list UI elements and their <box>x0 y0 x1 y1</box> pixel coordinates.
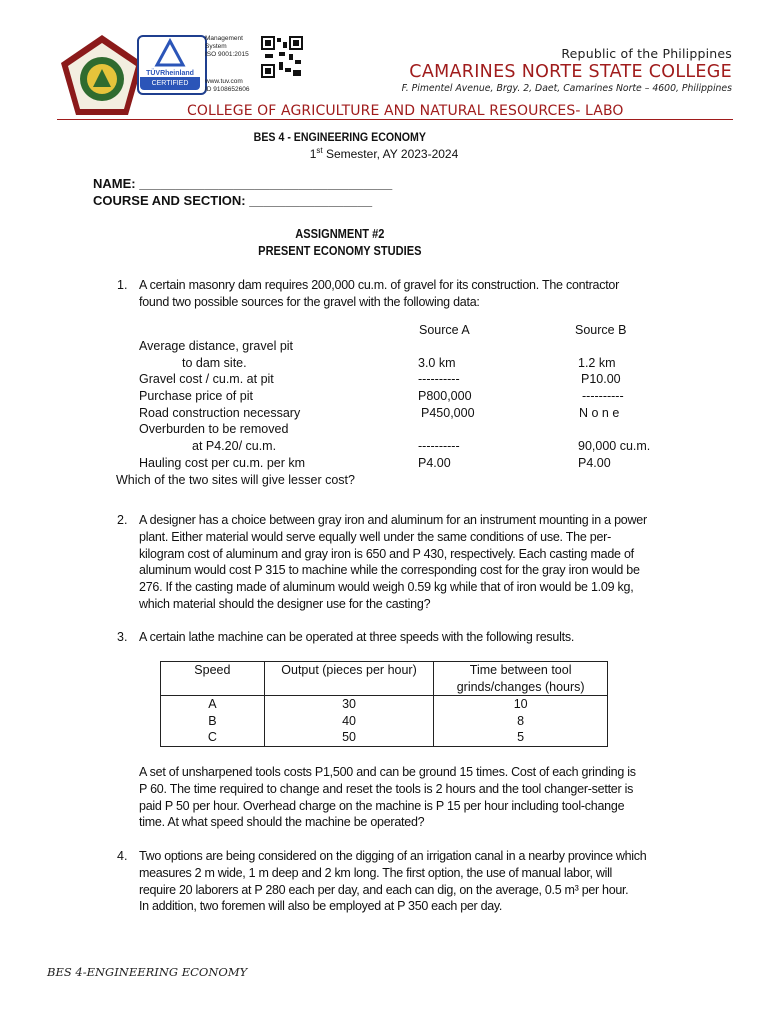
q1-row-b: 90,000 cu.m. <box>578 439 651 453</box>
table-header-time-line: Time between tool <box>469 663 572 677</box>
cert-line: ISO 9001:2015 <box>205 51 249 58</box>
course-title: BES 4 - ENGINEERING ECONOMY <box>253 130 426 144</box>
q1-row-label: to dam site. <box>182 356 247 370</box>
q2-line: 276. If the casting made of aluminum would weigh 0.59 kg while that of iron would be 1.09 kg, <box>139 580 634 595</box>
cert-text <box>205 35 249 94</box>
q1-question: Which of the two sites will give lesser cost? <box>116 473 355 487</box>
cert-brand: TÜVRheinland <box>146 70 194 77</box>
cert-url: www.tuv.com <box>205 78 243 85</box>
q4-number: 4. <box>117 849 128 863</box>
q4-line: Two options are being considered on the digging of an irrigation canal in a nearby province which <box>139 849 647 863</box>
republic-line: Republic of the Philippines <box>561 46 732 61</box>
q2-body <box>139 512 675 613</box>
q2-line: which material should the designer use for the casting? <box>139 596 431 611</box>
q2-line: A designer has a choice between gray iron and aluminum for an instrument mounting in a power <box>139 513 647 527</box>
page-footer: BES 4-ENGINEERING ECONOMY <box>47 965 248 979</box>
qr-code <box>261 36 303 78</box>
q1-row-b: N o n e <box>579 406 620 420</box>
cell-output: 40 <box>264 713 434 730</box>
table-header-output: Output (pieces per hour) <box>264 662 434 696</box>
semester-line <box>0 143 768 163</box>
course-section-field: COURSE AND SECTION: _________________ <box>93 193 373 208</box>
cert-id: ID 9108652606 <box>205 86 250 93</box>
table-header-time <box>434 662 608 696</box>
q4-line: require 20 laborers at P 280 each per day, and each can dig, on the average, 0.5 m³ per hour. <box>139 882 629 897</box>
q4-line: In addition, two foremen will also be employed at P 350 each per day. <box>139 899 503 914</box>
semester-ordinal: st <box>316 146 323 155</box>
q4-body <box>139 848 675 915</box>
table-header-row <box>161 662 608 696</box>
cell-time: 5 <box>434 729 608 746</box>
q1-row-label: Overburden to be removed <box>139 422 289 436</box>
assignment-title: PRESENT ECONOMY STUDIES <box>258 244 422 258</box>
cell-output: 30 <box>264 696 434 713</box>
cell-time: 10 <box>434 696 608 713</box>
q1-row-b: ---------- <box>582 389 624 403</box>
q3-line: paid P 50 per hour. Overhead charge on the machine is P 15 per hour including tool-change <box>139 798 625 813</box>
q3-intro: A certain lathe machine can be operated at three speeds with the following results. <box>139 630 575 644</box>
q1-row-label: Gravel cost / cu.m. at pit <box>139 372 274 386</box>
name-field: NAME: ___________________________________ <box>93 176 393 191</box>
q1-row-label: Hauling cost per cu.m. per km <box>139 456 306 470</box>
college-address: F. Pimentel Avenue, Brgy. 2, Daet, Camarines Norte – 4600, Philippines <box>401 83 732 94</box>
q1-row-a: ---------- <box>418 439 460 453</box>
q1-number: 1. <box>117 278 128 292</box>
tuv-triangle-icon <box>139 37 201 77</box>
q3-line: P 60. The time required to change and reset the tools is 2 hours and the tool changer-setter is <box>139 781 634 796</box>
cert-line: Management <box>205 35 243 42</box>
q1-row-b: P4.00 <box>578 456 611 470</box>
q3-number: 3. <box>117 630 128 644</box>
q1-row-label: Purchase price of pit <box>139 389 253 403</box>
table-header-time-line: grinds/changes (hours) <box>456 679 585 694</box>
table-header-speed: Speed <box>161 662 265 696</box>
cell-speed: C <box>161 729 265 746</box>
table-row <box>161 729 608 746</box>
q3-line: A set of unsharpened tools costs P1,500 and can be ground 15 times. Cost of each grinding is <box>139 765 636 779</box>
college-name: CAMARINES NORTE STATE COLLEGE <box>409 62 732 82</box>
lathe-speed-table <box>160 661 608 747</box>
q1-text-line: A certain masonry dam requires 200,000 cu.m. of gravel for its construction. The contractor <box>139 278 620 292</box>
q2-number: 2. <box>117 513 128 527</box>
header-divider <box>57 119 733 120</box>
cert-line: System <box>205 43 227 50</box>
q1-row-label: Average distance, gravel pit <box>139 339 294 353</box>
q3-body <box>139 764 675 831</box>
q1-row-a: 3.0 km <box>418 356 456 370</box>
semester-rest: Semester, AY 2023-2024 <box>322 147 459 161</box>
q1-row-a: P800,000 <box>418 389 472 403</box>
cell-speed: B <box>161 713 265 730</box>
cell-output: 50 <box>264 729 434 746</box>
q3-line: time. At what speed should the machine be operated? <box>139 815 425 830</box>
q1-row-b: 1.2 km <box>578 356 616 370</box>
q1-row-label: at P4.20/ cu.m. <box>192 439 277 453</box>
q1-row-a: P4.00 <box>418 456 451 470</box>
q1-row-a: P450,000 <box>421 406 475 420</box>
table-row <box>161 713 608 730</box>
cell-speed: A <box>161 696 265 713</box>
q1-row-a: ---------- <box>418 372 460 386</box>
q1-col-source-b: Source B <box>575 323 627 337</box>
q1-row-b: P10.00 <box>581 372 621 386</box>
q2-line: aluminum would cost P 315 to machine while the corresponding cost for the gray iron would be <box>139 563 640 578</box>
q1-text-line: found two possible sources for the gravel with the following data: <box>139 295 480 309</box>
assignment-number: ASSIGNMENT #2 <box>295 227 385 241</box>
cert-status: CERTIFIED <box>140 77 200 90</box>
semester-number: 1 <box>309 147 317 161</box>
q2-line: plant. Either material would serve equally well under the same conditions of use. The per- <box>139 529 611 544</box>
department-name: COLLEGE OF AGRICULTURE AND NATURAL RESOURCES- LABO <box>187 103 624 119</box>
q1-col-source-a: Source A <box>419 323 470 337</box>
cell-time: 8 <box>434 713 608 730</box>
q4-line: measures 2 m wide, 1 m deep and 2 km long. The first option, the use of manual labor, will <box>139 865 613 880</box>
q1-row-label: Road construction necessary <box>139 406 301 420</box>
table-row <box>161 696 608 713</box>
q2-line: kilogram cost of aluminum and gray iron is 650 and P 430, respectively. Each casting made of <box>139 546 634 561</box>
college-seal-logo <box>57 33 147 123</box>
